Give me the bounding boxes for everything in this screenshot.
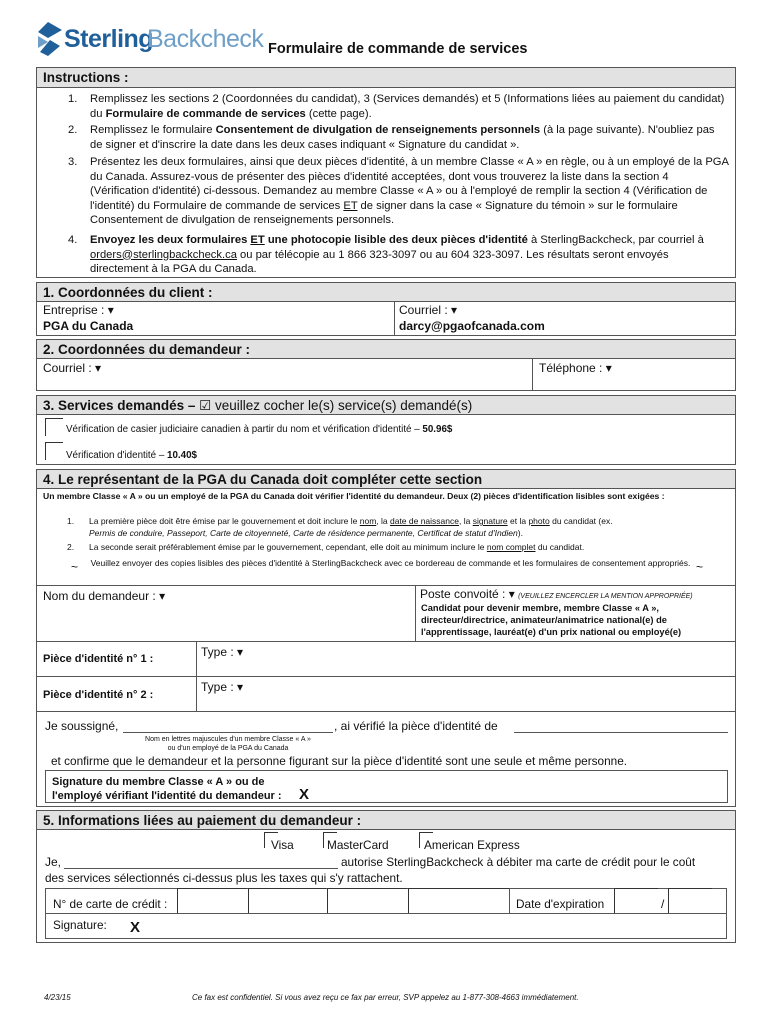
candidate-name-line[interactable] (514, 732, 728, 733)
expiry-label: Date d'expiration (516, 897, 605, 911)
mastercard-label: MasterCard (327, 838, 389, 852)
expiry-slash: / (661, 897, 665, 911)
member-name-caption: Nom en lettres majuscules d'un membre Classe « A » ou d'un employé de la PGA du Canada (145, 736, 311, 752)
section5-title: 5. Informations liées au paiement du demandeur : (36, 810, 736, 830)
instruction-item-1: 1. Remplissez les sections 2 (Coordonnées du candidat), 3 (Services demandés) et 5 (Informations liées au paiement du candidat) du Formulaire de commande de services (cette page). (68, 93, 725, 120)
cardholder-name-line[interactable] (64, 868, 338, 869)
card-number-group-1[interactable] (177, 888, 247, 913)
confirm-statement: et confirme que le demandeur et la personne figurant sur la pièce d'identité sont une seule et même personne. (51, 754, 628, 768)
requester-phone-field[interactable]: Téléphone : ▾ (539, 361, 612, 375)
tilde-right: ~ (696, 560, 704, 574)
service2-checkbox[interactable] (45, 442, 63, 460)
service1-label: Vérification de casier judiciaire canadien à partir du nom et vérification d'identité – 50.96$ (66, 424, 453, 435)
instruction-item-3: 3. Présentez les deux formulaires, ainsi que deux pièces d'identité, à un membre Classe « A » en règle, ou à un employé de la PGA du Canada. Assurez-vous de présenter des pièces d'identité acceptées, dont vous trouverez la liste dans la section 4 (Vérification d'identité) ci-dessous. Demandez au membre Classe « A » ou à l'employé de remplir la section 4 (Vérification de l'identité) du Formulaire de commande de services ET de signer dans la case « Signature du témoin » sur le formulaire Consentement de divulgation de renseignements personnels. (68, 156, 729, 226)
entreprise-field[interactable]: Entreprise : ▾ (43, 303, 114, 317)
verifie-text: , ai vérifié la pièce d'identité de (334, 719, 498, 733)
je-soussigne-label: Je soussigné, (45, 719, 119, 733)
form-title: Formulaire de commande de services (268, 41, 528, 57)
client-email-field[interactable]: Courriel : ▾ (399, 303, 458, 317)
footer-confidential: Ce fax est confidentiel. Si vous avez reçu ce fax par erreur, SVP appelez au 1-877-308-4663 immédiatement. (192, 993, 579, 1002)
expiry-year-box[interactable] (668, 888, 712, 913)
client-email-value: darcy@pgaofcanada.com (399, 319, 545, 333)
card-number-label: N° de carte de crédit : (53, 897, 168, 911)
verifier-signature-x[interactable]: X (299, 786, 310, 803)
section1-title: 1. Coordonnées du client : (36, 282, 736, 302)
section4-title: 4. Le représentant de la PGA du Canada doit compléter cette section (36, 469, 736, 489)
payment-signature-x[interactable]: X (130, 919, 141, 936)
id-piece-2-label: Pièce d'identité n° 2 : (43, 689, 154, 701)
card-number-group-3[interactable] (327, 888, 407, 913)
logo-text-backcheck: Backcheck (147, 25, 264, 53)
service1-checkbox[interactable] (45, 418, 63, 436)
order-email-link[interactable]: orders@sterlingbackcheck.ca (90, 248, 237, 261)
service2-label: Vérification d'identité – 10.40$ (66, 450, 197, 461)
section4-intro: Un membre Classe « A » ou un employé de la PGA du Canada doit vérifier l'identité du demandeur. Deux (2) pièces d'identification lisibles sont exigées : (43, 491, 665, 501)
section3-title: 3. Services demandés – ☑ veuillez cocher le(s) service(s) demandé(s) (36, 395, 736, 415)
tilde-left: ~ (71, 560, 79, 574)
payment-signature-label: Signature: (53, 918, 107, 932)
requester-email-field[interactable]: Courriel : ▾ (43, 361, 102, 375)
entreprise-value: PGA du Canada (43, 319, 134, 333)
authorize-text: autorise SterlingBackcheck à débiter ma carte de crédit pour le coût (341, 855, 696, 869)
id-piece-2-type-field[interactable]: Type : ▾ (201, 680, 244, 694)
send-copies-note: Veuillez envoyer des copies lisibles des pièces d'identité à SterlingBackcheck avec ce bordereau de commande et les formulaires de consentement appropriés. (90, 558, 691, 568)
sterling-logo-icon (34, 22, 64, 56)
id-piece-1-label: Pièce d'identité n° 1 : (43, 653, 154, 665)
company-logo (34, 22, 264, 58)
requester-name-field[interactable]: Nom du demandeur : ▾ (43, 589, 166, 603)
section4-item-2: 2. La seconde serait préférablement émise par le gouvernement, cependant, elle doit au minimum inclure le nom complet du candidat. (67, 542, 585, 552)
card-number-group-4[interactable] (408, 888, 509, 913)
footer-date: 4/23/15 (44, 993, 71, 1002)
expiry-month-box[interactable] (614, 888, 658, 913)
instruction-item-4: 4. Envoyez les deux formulaires ET une photocopie lisible des deux pièces d'identité à SterlingBackcheck, par courriel à orders@sterlingbackcheck.ca ou par télécopie au 1 866 323-3097 ou au 604 323-3097. Les résultats seront envoyés directement à la PGA du Canada. (68, 234, 704, 275)
position-options[interactable]: Candidat pour devenir membre, membre Classe « A », directeur/directrice, animateur/animatrice national(e) de l'apprentissage, lauréat(e) d'un prix national ou employé(e) (421, 603, 682, 637)
logo-text-sterling: Sterling (64, 25, 154, 53)
desired-position-field[interactable]: Poste convoité : ▾ (VEUILLEZ ENCERCLER LA MENTION APPROPRIÉE) (420, 587, 693, 601)
id-piece-1-type-field[interactable]: Type : ▾ (201, 645, 244, 659)
section4-item-1: 1. La première pièce doit être émise par le gouvernement et doit inclure le nom, la date de naissance, la signature et la photo du candidat (ex. Permis de conduire, Passeport, Carte de citoyenneté, Carte de résidence permanente, Certificat de statut d'Indien). (67, 516, 613, 538)
card-number-group-2[interactable] (248, 888, 326, 913)
verifier-signature-label: Signature du membre Classe « A » ou de l'employé vérifiant l'identité du demandeur : (52, 776, 282, 802)
checkbox-symbol-icon: ☑ (199, 398, 212, 413)
instructions-title: Instructions : (36, 67, 736, 88)
amex-label: American Express (424, 838, 520, 852)
je-label: Je, (45, 855, 62, 869)
member-name-line[interactable] (123, 732, 333, 733)
instruction-item-2: 2. Remplissez le formulaire Consentement de divulgation de renseignements personnels (à la page suivante). N'oubliez pas de signer et d'inscrire la date dans les deux cases indiquant « Signature du candidat ». (68, 124, 715, 151)
authorize-text-2: des services sélectionnés ci-dessus plus les taxes qui s'y rattachent. (45, 871, 403, 885)
visa-label: Visa (271, 838, 294, 852)
section2-title: 2. Coordonnées du demandeur : (36, 339, 736, 359)
